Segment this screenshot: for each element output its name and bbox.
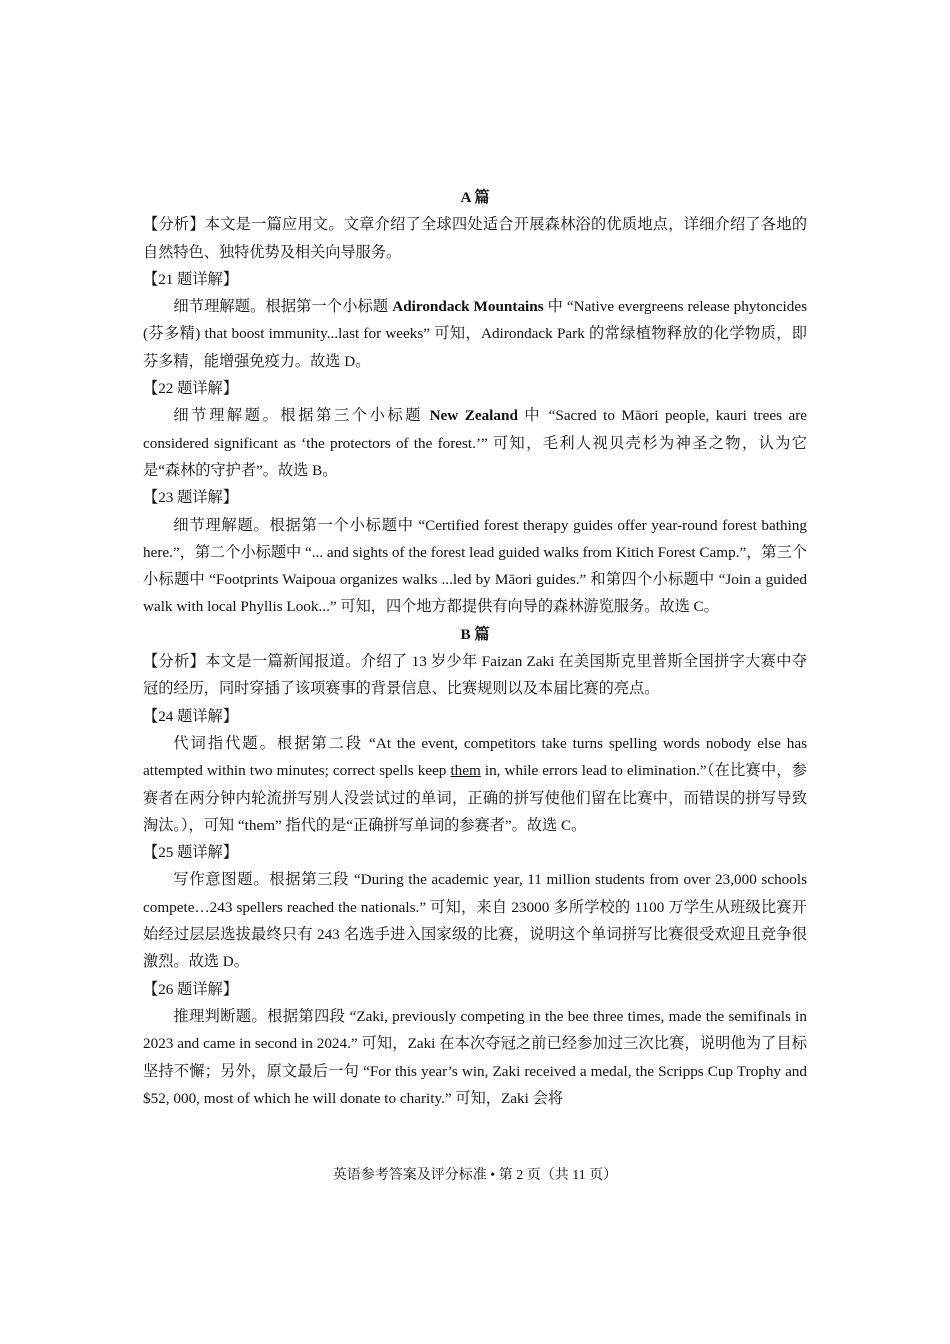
q24-explanation	[143, 730, 807, 839]
q22-subtitle: New Zealand	[429, 407, 518, 425]
q26-heading: 【26 题详解】	[143, 980, 238, 998]
q22-heading: 【22 题详解】	[143, 380, 238, 398]
page-footer: 英语参考答案及评分标准 • 第 2 页（共 11 页）	[332, 1168, 618, 1183]
q25-explanation: 写作意图题。根据第三段 “During the academic year, 11 million students from over 23,000 schools compete…243 spellers reached the nationals.” 可知，来自 23000 多所学校的 1100 万学生从班级比赛开始经过层层选拔最终只有 243 名选手进入国家级的比赛，说明这个单词拼写比赛很受欢迎且竞争很激烈。故选 D。	[143, 871, 807, 971]
q24-pre: 代词指代题。根据第二段 “At the event, competitors take turns spelling words nobody else has attempted within two minutes; correct spells keep	[143, 734, 807, 780]
q24-post: in, while errors lead to elimination.”（在比赛中，参赛者在两分钟内轮流拼写别人没尝试过的单词，正确的拼写使他们留在比赛中，而错误的拼写导致淘汰。），可知 “them” 指代的是“正确拼写单词的参赛者”。故选 C。	[143, 762, 807, 834]
section-a-title: A 篇	[460, 189, 490, 206]
q24-heading: 【24 题详解】	[143, 707, 238, 725]
q21-heading: 【21 题详解】	[143, 270, 238, 288]
q22-explanation	[143, 402, 807, 484]
q21-pre: 细节理解题。根据第一个小标题	[173, 298, 393, 316]
q22-post: 中 “Sacred to Māori people, kauri trees are considered significant as ‘the protectors of the forest.’” 可知，毛利人视贝壳杉为神圣之物，认为它是“森林的守护者”。故选 B。	[143, 407, 807, 479]
section-b-analysis: 【分析】本文是一篇新闻报道。介绍了 13 岁少年 Faizan Zaki 在美国斯克里普斯全国拼字大赛中夺冠的经历，同时穿插了该项赛事的背景信息、比赛规则以及本届比赛的亮点。	[143, 653, 807, 698]
answer-content	[143, 184, 807, 1112]
q25-heading: 【25 题详解】	[143, 844, 238, 862]
q26-explanation: 推理判断题。根据第四段 “Zaki, previously competing in the bee three times, made the semifinals in 2023 and came in second in 2024.” 可知，Zaki 在本次夺冠之前已经参加过三次比赛，说明他为了目标坚持不懈；另外，原文最后一句 “For this year’s win, Zaki received a medal, the Scripps Cup Trophy and $52, 000, most of which he will donate to charity.” 可知，Zaki 会将	[143, 1007, 807, 1107]
q21-post: 中 “Native evergreens release phytoncides (芬多精) that boost immunity...last for weeks” 可知，Adirondack Park 的常绿植物释放的化学物质，即芬多精，能增强免疫力。故选 D。	[143, 298, 808, 370]
q24-underlined-word: them	[450, 762, 481, 780]
section-a-analysis: 【分析】本文是一篇应用文。文章介绍了全球四处适合开展森林浴的优质地点，详细介绍了各地的自然特色、独特优势及相关向导服务。	[143, 216, 807, 261]
q22-pre: 细节理解题。根据第三个小标题	[173, 407, 430, 425]
q21-subtitle: Adirondack Mountains	[392, 298, 544, 316]
q23-explanation: 细节理解题。根据第一个小标题中 “Certified forest therapy guides offer year-round forest bathing here.”，第二个小标题中 “... and sights of the forest lead guided walks from Kitich Forest Camp.”，第三个小标题中 “Footprints Waipoua organizes walks ...led by Māori guides.” 和第四个小标题中 “Join a guided walk with local Phyllis Look...” 可知，四个地方都提供有向导的森林游览服务。故选 C。	[143, 516, 807, 616]
q21-explanation	[143, 293, 807, 375]
section-b-title: B 篇	[460, 625, 490, 643]
q23-heading: 【23 题详解】	[143, 489, 238, 507]
